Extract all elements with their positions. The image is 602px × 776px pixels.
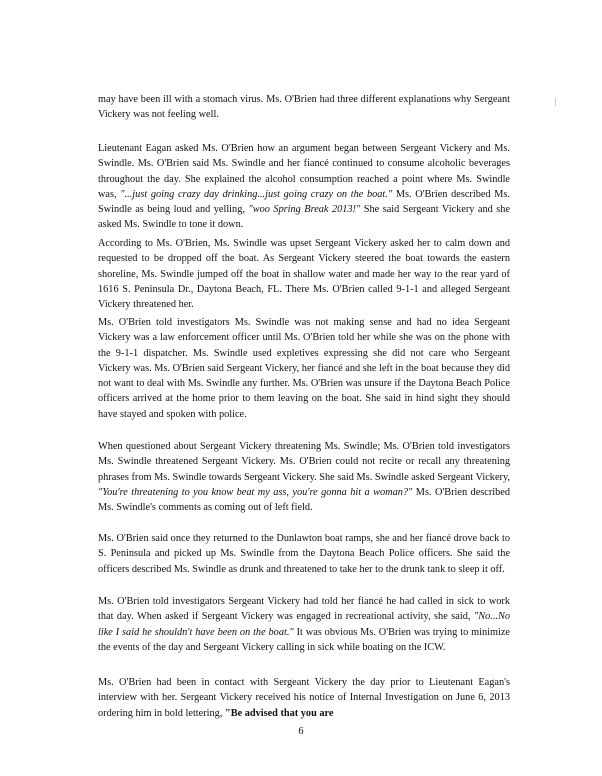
quote-text: "...just going crazy day drinking...just going crazy on the boat." — [120, 188, 393, 200]
page-number: 6 — [298, 726, 304, 737]
body-text: may have been ill with a stomach virus. Ms. O'Brien had three different explanations why Sergeant Vickery was not feeling well. — [98, 94, 510, 121]
body-text: According to Ms. O'Brien, Ms. Swindle was upset Sergeant Vickery asked her to calm down and requested to be dropped off the boat. As Sergeant Vickery steered the boat towards the eastern shoreline, Ms. Swindle jumped off the boat in shallow water and made her way to the rear yard of 1616 S. Peninsula Dr., Daytona Beach, FL. There Ms. O'Brien called 9-1-1 and alleged Sergeant Vickery threatened her. — [98, 238, 510, 311]
body-text: Ms. O'Brien had been in contact with Sergeant Vickery the day prior to Lieutenant Eagan's interview with her. Sergeant Vickery received his notice of Internal Investigation on June 6, 2013 ordering him in bold lettering, — [98, 677, 510, 719]
body-text: Ms. O'Brien told investigators Sergeant Vickery had told her fiancé he had called in sick to work that day. When asked if Sergeant Vickery was engaged in recreational activity, she said, — [98, 596, 510, 623]
body-text: She said Sergeant Vickery and she asked Ms. Swindle to tone it down. — [98, 204, 510, 231]
paragraph — [98, 531, 510, 577]
paragraph — [98, 439, 510, 515]
body-text: Ms. O'Brien told investigators Ms. Swindle was not making sense and had no idea Sergeant Vickery was a law enforcement officer until Ms. O'Brien told her while she was on the phone with the 9-1-1 dispatcher. Ms. Swindle used expletives expressing she did not care who Sergeant Vickery was. Ms. O'Brien said Sergeant Vickery, her fiancé and she left in the boat because they did not want to deal with Ms. Swindle any further. Ms. O'Brien was unsure if the Daytona Beach Police officers arrived at the home prior to them leaving on the boat. She said in hind sight they should have stayed and spoken with police. — [98, 317, 510, 420]
paragraph — [98, 594, 510, 655]
paragraph — [98, 675, 510, 721]
body-text: Lieutenant Eagan asked Ms. O'Brien how an argument began between Sergeant Vickery and Ms. Swindle. Ms. O'Brien said Ms. Swindle and her fiancé continued to consume alcoholic beverages throughout the day. She explained the alcohol consumption reached a point where Ms. Swindle was, — [98, 143, 510, 200]
body-text: It was obvious Ms. O'Brien was trying to minimize the events of the day and Sergeant Vickery calling in sick while boating on the ICW. — [98, 626, 510, 653]
body-text: Ms. O'Brien described Ms. Swindle as being loud and yelling, — [98, 188, 510, 216]
quote-text: "You're threatening to you know beat my ass, you're gonna hit a woman?" — [98, 486, 413, 498]
body-text: Ms. O'Brien described Ms. Swindle's comments as coming out of left field. — [98, 486, 510, 514]
body-text: Ms. O'Brien said once they returned to the Dunlawton boat ramps, she and her fiancé drove back to S. Peninsula and picked up Ms. Swindle from the Daytona Beach Police officers. She said the officers described Ms. Swindle as drunk and threatened to take her to the drunk tank to sleep it off. — [98, 533, 510, 575]
paragraph — [98, 315, 510, 422]
margin-mark — [555, 98, 556, 106]
paragraph — [98, 141, 510, 233]
quote-text: "woo Spring Break 2013!" — [248, 204, 361, 216]
quote-text: "No...No like I said he shouldn't have been on the boat." — [98, 611, 510, 638]
paragraph — [98, 92, 510, 123]
body-text: When questioned about Sergeant Vickery threatening Ms. Swindle; Ms. O'Brien told investigators Ms. Swindle threatened Sergeant Vickery. Ms. O'Brien could not recite or recall any threatening phrases from Ms. Swindle towards Sergeant Vickery. She said Ms. Swindle asked Sergeant Vickery, — [98, 441, 510, 483]
quote-text: "Be advised that you are — [224, 707, 334, 719]
paragraph — [98, 236, 510, 312]
